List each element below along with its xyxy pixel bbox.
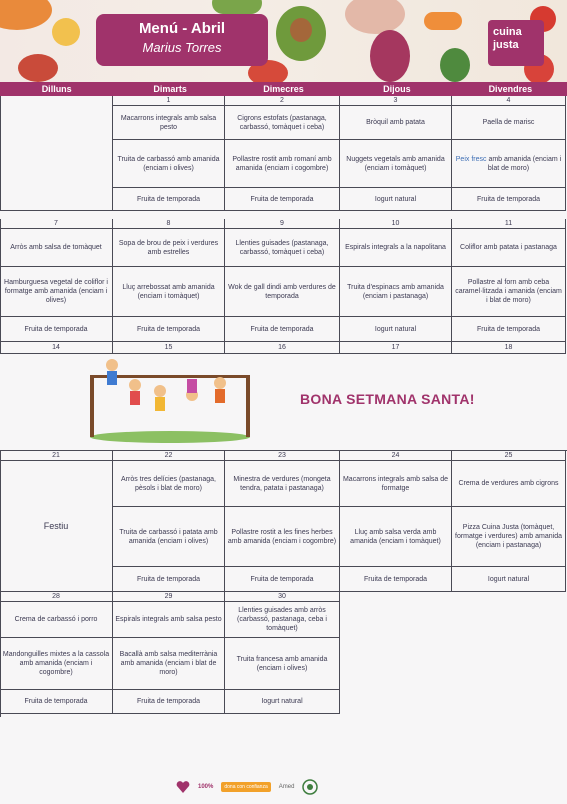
day-number: 28 — [0, 592, 113, 602]
seal-logo-icon — [302, 779, 318, 795]
day-number: 24 — [340, 451, 452, 461]
vegetable-decoration — [424, 12, 462, 30]
first-course: Crema de verdures amb cigrons — [452, 461, 566, 507]
day-number: 11 — [452, 219, 566, 229]
day-wednesday: Dimecres — [263, 84, 304, 94]
dessert: Fruita de temporada — [113, 188, 225, 211]
dessert: Fruita de temporada — [0, 690, 113, 714]
day-number: 22 — [113, 451, 225, 461]
first-course: Bròquil amb patata — [340, 106, 452, 140]
footer-logos — [176, 776, 396, 798]
second-course: Truita de carbassó i patata amb amanida (enciam i olives) — [113, 507, 225, 567]
school-name: Marius Torres — [142, 40, 222, 55]
day-number: 29 — [113, 592, 225, 602]
dessert: Iogurt natural — [340, 188, 452, 211]
vegetable-decoration — [212, 0, 262, 14]
day-number: 15 — [113, 342, 225, 354]
first-course: Crema de carbassó i porro — [0, 602, 113, 638]
week-1 — [0, 96, 567, 211]
first-course: Arròs amb salsa de tomàquet — [0, 229, 113, 267]
dessert: Fruita de temporada — [340, 567, 452, 592]
first-course: Llenties guisades amb arròs (carbassó, pastanaga, ceba i tomàquet) — [225, 602, 340, 638]
second-course: Nuggets vegetals amb amanida (enciam i tomàquet) — [340, 140, 452, 188]
kids-playing-illustration — [80, 355, 260, 445]
vegetable-decoration — [52, 18, 80, 46]
day-number: 14 — [0, 342, 113, 354]
confianza-badge — [221, 782, 270, 792]
day-number: 3 — [340, 96, 452, 106]
second-course: Lluç amb salsa verda amb amanida (enciam i tomàquet) — [340, 507, 452, 567]
first-course: Espirals integrals amb salsa pesto — [113, 602, 225, 638]
week-3 — [0, 342, 567, 354]
dessert: Fruita de temporada — [225, 188, 340, 211]
dessert: Fruita de temporada — [225, 567, 340, 592]
logo-text: cuina — [493, 26, 522, 38]
second-course: Pollastre rostit amb romaní amb amanida (enciam i cogombre) — [225, 140, 340, 188]
weekday-header — [0, 82, 567, 96]
day-tuesday: Dimarts — [153, 84, 187, 94]
day-number: 23 — [225, 451, 340, 461]
day-number: 2 — [225, 96, 340, 106]
vegetable-decoration — [345, 0, 405, 34]
first-course: Paella de marisc — [452, 106, 566, 140]
first-course: Coliflor amb patata i pastanaga — [452, 229, 566, 267]
vegetable-decoration — [440, 48, 470, 82]
second-course: Wok de gall dindi amb verdures de temporada — [225, 267, 340, 317]
first-course: Minestra de verdures (mongeta tendra, patata i pastanaga) — [225, 461, 340, 507]
day-number: 9 — [225, 219, 340, 229]
second-course: Pollastre rostit a les fines herbes amb amanida (enciam i cogombre) — [225, 507, 340, 567]
first-course: Cigrons estofats (pastanaga, carbassó, tomàquet i ceba) — [225, 106, 340, 140]
footer-label: 100% — [198, 783, 214, 790]
day-number: 4 — [452, 96, 566, 106]
day-friday: Divendres — [488, 84, 533, 94]
dessert: Fruita de temporada — [113, 567, 225, 592]
second-course: Truita d'espinacs amb amanida (enciam i pastanaga) — [340, 267, 452, 317]
dessert: Iogurt natural — [452, 567, 566, 592]
day-number: 1 — [113, 96, 225, 106]
first-course: Llenties guisades (pastanaga, carbassó, tomàquet i ceba) — [225, 229, 340, 267]
week-4 — [0, 450, 567, 592]
first-course: Macarrons integrals amb salsa de formatge — [340, 461, 452, 507]
first-course: Arròs tres delícies (pastanaga, pèsols i blat de moro) — [113, 461, 225, 507]
badge-text: dona con confianza — [224, 784, 268, 790]
dessert: Fruita de temporada — [225, 317, 340, 342]
easter-message: BONA SETMANA SANTA! — [300, 391, 475, 407]
second-course: Hamburguesa vegetal de coliflor i formatge amb amanida (enciam i olives) — [0, 267, 113, 317]
second-course: Lluç arrebossat amb amanida (enciam i tomàquet) — [113, 267, 225, 317]
dessert: Fruita de temporada — [0, 317, 113, 342]
first-course: Macarrons integrals amb salsa pesto — [113, 106, 225, 140]
dessert: Iogurt natural — [225, 690, 340, 714]
day-thursday: Dijous — [383, 84, 411, 94]
day-number: 7 — [0, 219, 113, 229]
menu-title: Menú - Abril — [138, 20, 226, 37]
day-number: 8 — [113, 219, 225, 229]
logo-text: justa — [493, 39, 519, 51]
day-number: 21 — [0, 451, 113, 461]
week-2 — [0, 219, 567, 342]
vegetable-decoration — [18, 54, 58, 82]
day-number: 17 — [340, 342, 452, 354]
day-number: 16 — [225, 342, 340, 354]
second-course: Bacallà amb salsa mediterrània amb amanida (enciam i blat de moro) — [113, 638, 225, 690]
week-5 — [0, 592, 567, 717]
second-course: Pollastre al forn amb ceba caramel·litzada i amanida (enciam i blat de moro) — [452, 267, 566, 317]
second-course — [452, 140, 566, 188]
second-course: Truita francesa amb amanida (enciam i olives) — [225, 638, 340, 690]
day-number: 25 — [452, 451, 566, 461]
header-banner — [0, 0, 567, 82]
dessert: Iogurt natural — [340, 317, 452, 342]
footer-label: Amed — [278, 783, 295, 790]
heart-logo-icon — [176, 780, 190, 794]
holiday-cell: Festiu — [0, 461, 113, 592]
second-course: Truita de carbassó amb amanida (enciam i olives) — [113, 140, 225, 188]
second-course: Pizza Cuina Justa (tomàquet, formatge i verdures) amb amanida (enciam i pastanaga) — [452, 507, 566, 567]
menu-title-box — [96, 14, 268, 66]
dessert: Fruita de temporada — [452, 188, 566, 211]
first-course: Espirals integrals a la napolitana — [340, 229, 452, 267]
vegetable-decoration — [290, 18, 312, 42]
first-course: Sopa de brou de peix i verdures amb estrelles — [113, 229, 225, 267]
day-number: 18 — [452, 342, 566, 354]
empty-cell — [0, 96, 113, 211]
day-number: 10 — [340, 219, 452, 229]
vegetable-decoration — [0, 0, 52, 30]
day-number: 30 — [225, 592, 340, 602]
day-monday: Dilluns — [41, 84, 72, 94]
second-course-rest: amb amanida (enciam i blat de moro) — [487, 155, 562, 172]
dessert: Fruita de temporada — [113, 317, 225, 342]
dessert: Fruita de temporada — [452, 317, 566, 342]
cuina-justa-logo — [488, 20, 544, 66]
highlight-text: Peix fresc — [455, 155, 487, 163]
vegetable-decoration — [370, 30, 410, 82]
second-course: Mandonguilles mixtes a la cassola amb amanida (enciam i cogombre) — [0, 638, 113, 690]
dessert: Fruita de temporada — [113, 690, 225, 714]
